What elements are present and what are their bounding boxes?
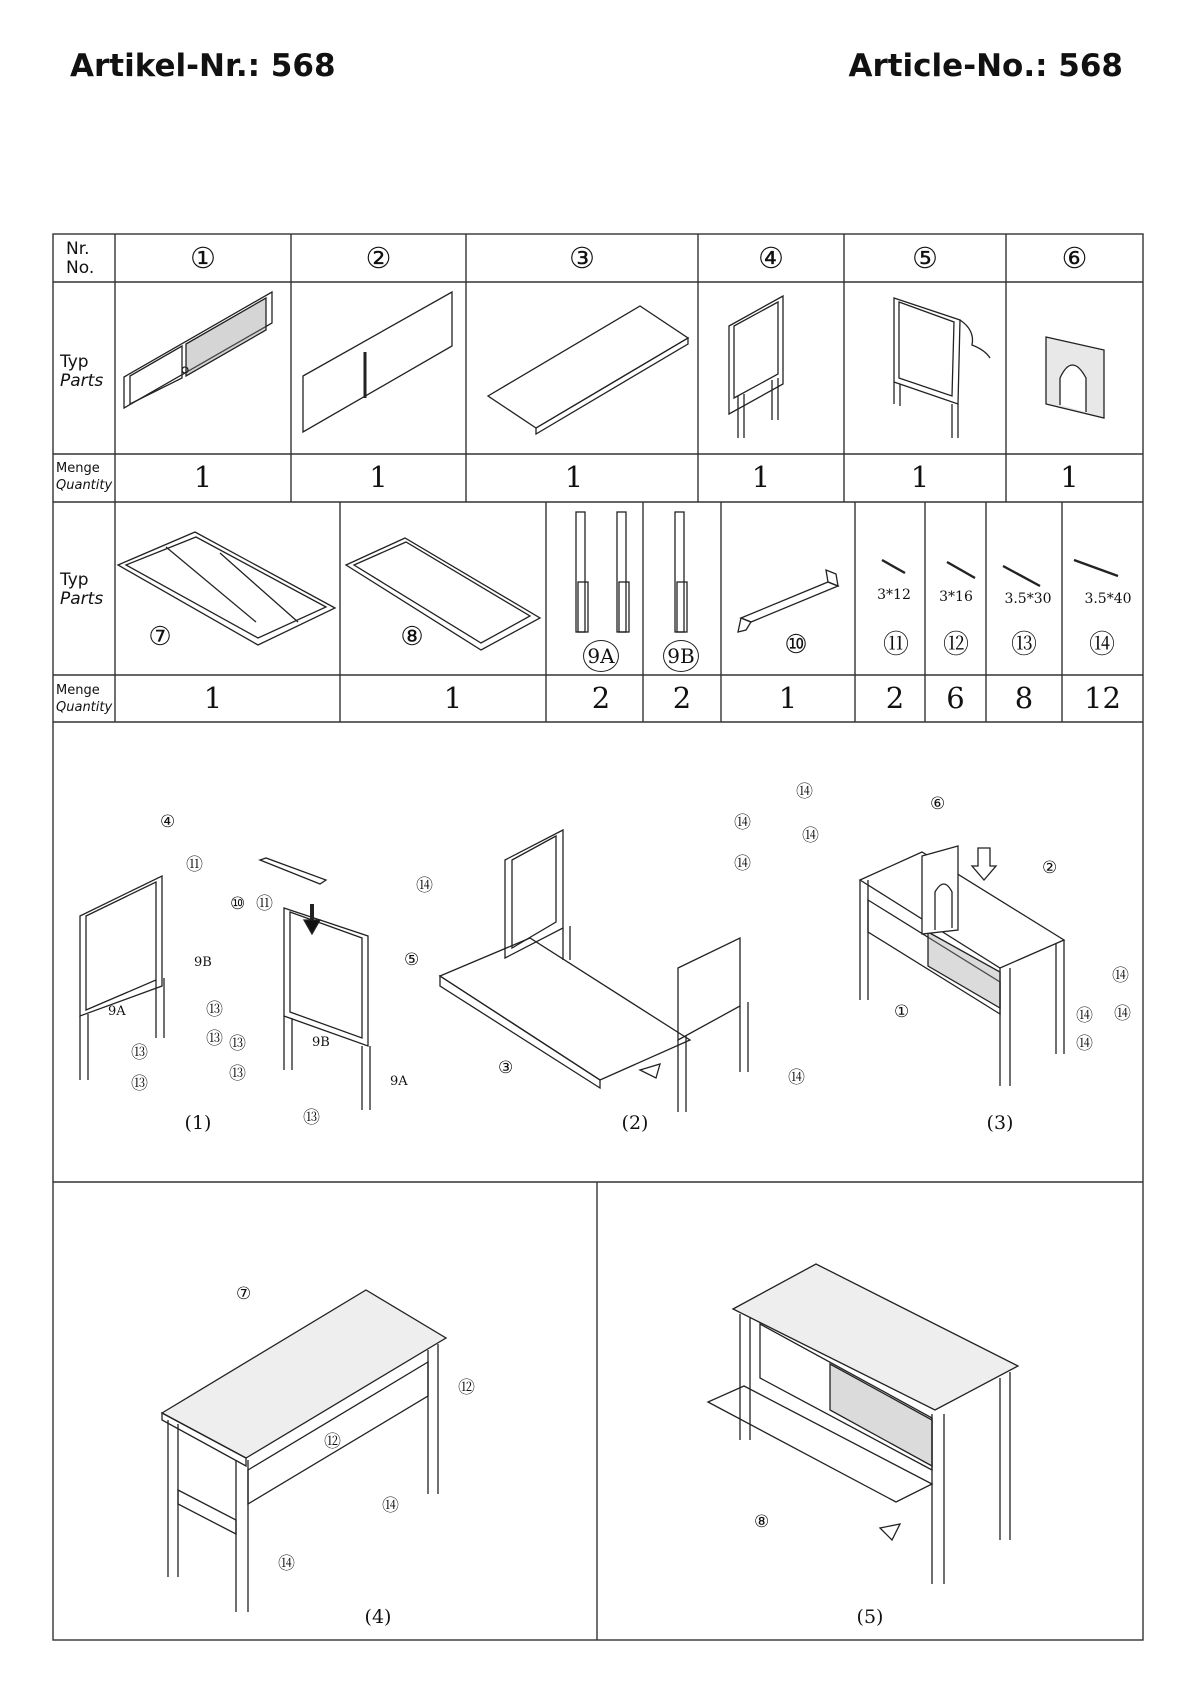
callout: ⑦ [236, 1284, 252, 1304]
part-3-floor-board-drawing [488, 306, 688, 434]
callout: ⑤ [404, 950, 420, 970]
part-number: 9A [583, 640, 619, 672]
callout: ⑭ [796, 782, 813, 802]
step-3-drawing [860, 846, 1064, 1086]
part-quantity: 2 [672, 681, 692, 715]
article-number-de: Artikel-Nr.: 568 [70, 48, 336, 84]
label-typ-2: Typ [60, 570, 89, 590]
callout: 9B [194, 955, 212, 970]
callout: ⑭ [382, 1496, 399, 1516]
part-number: ⑦ [148, 622, 172, 652]
callout: ⑭ [1112, 966, 1129, 986]
part-number: ⑤ [912, 241, 938, 275]
callout: ⑬ [131, 1043, 148, 1063]
callout: ⑩ [230, 894, 246, 914]
callout: ② [1042, 858, 1058, 878]
part-quantity: 12 [1084, 681, 1121, 715]
callout: ⑬ [229, 1064, 246, 1084]
part-quantity: 1 [751, 460, 771, 494]
part-8-ramp-drawing [346, 538, 540, 650]
part-quantity: 1 [1060, 460, 1079, 494]
screw-dimension: 3*16 [939, 589, 973, 605]
part-number: ② [365, 241, 392, 275]
part-number: ⑬ [1010, 630, 1037, 660]
part-number: ⑧ [400, 622, 424, 652]
label-quantity-2: Quantity [56, 700, 113, 715]
callout: ⑫ [458, 1378, 475, 1398]
callout: ③ [498, 1058, 514, 1078]
callout: ⑭ [416, 876, 433, 896]
part-number: 9B [663, 640, 699, 672]
label-no: No. [66, 258, 95, 278]
part-quantity: 1 [778, 681, 798, 715]
part-5-side-frame-drawing [894, 298, 990, 438]
callout: ⑭ [1114, 1004, 1131, 1024]
callout: ⑪ [186, 855, 203, 875]
label-typ-1: Typ [60, 352, 89, 372]
part-2-back-panel-drawing [303, 292, 452, 432]
callout: ⑭ [734, 854, 751, 874]
callout: 9B [312, 1035, 330, 1050]
part-quantity: 1 [910, 460, 930, 494]
callout: ⑧ [754, 1512, 770, 1532]
callout: ⑭ [278, 1554, 295, 1574]
part-1-front-panel-drawing [124, 292, 272, 408]
part-4-side-frame-drawing [729, 296, 783, 438]
part-9b-leg-drawing [675, 512, 687, 632]
callout: ⑪ [256, 894, 273, 914]
screws-drawing [882, 560, 1118, 586]
callout: ⑭ [734, 813, 751, 833]
screw-dimension: 3.5*30 [1004, 591, 1052, 607]
part-quantity: 8 [1014, 681, 1034, 715]
part-9a-legs-drawing [576, 512, 629, 632]
part-6-divider-drawing [1046, 337, 1104, 418]
callout: ⑥ [930, 794, 946, 814]
callout: ⑫ [324, 1432, 341, 1452]
callout: ⑭ [788, 1068, 805, 1088]
part-quantity: 2 [885, 681, 905, 715]
label-menge-1: Menge [56, 461, 100, 476]
callout: 9A [390, 1074, 408, 1089]
callout: ⑬ [206, 1000, 223, 1020]
part-number: ⑩ [784, 630, 808, 660]
label-parts-1: Parts [60, 371, 104, 391]
callout: ⑭ [802, 826, 819, 846]
part-number: ① [190, 241, 216, 275]
part-number: ⑫ [942, 630, 969, 660]
part-quantity: 1 [369, 460, 388, 494]
callout: ⑬ [131, 1074, 148, 1094]
callout: ④ [160, 812, 176, 832]
part-number: ⑥ [1061, 241, 1088, 275]
callout: ⑭ [1076, 1034, 1093, 1054]
step-label: (5) [856, 1606, 884, 1628]
part-quantity: 2 [591, 681, 611, 715]
step-label: (2) [621, 1112, 649, 1134]
article-number-en: Article-No.: 568 [848, 48, 1123, 84]
step-label: (3) [986, 1112, 1014, 1134]
screw-dimension: 3*12 [877, 587, 911, 603]
part-quantity: 1 [443, 681, 463, 715]
callout: ⑬ [206, 1029, 223, 1049]
part-number: ⑪ [882, 630, 909, 660]
part-10-bracket-drawing [738, 570, 838, 632]
step-1-drawing [80, 855, 370, 1110]
step-label: (4) [364, 1606, 392, 1628]
part-quantity: 1 [564, 460, 584, 494]
step-5-drawing [708, 1264, 1018, 1584]
label-menge-2: Menge [56, 683, 100, 698]
label-parts-2: Parts [60, 589, 104, 609]
callout: 9A [108, 1004, 126, 1019]
step-label: (1) [184, 1112, 212, 1134]
label-nr: Nr. [66, 239, 90, 259]
part-number: ④ [758, 241, 784, 275]
callout: ① [894, 1002, 910, 1022]
screw-dimension: 3.5*40 [1084, 591, 1132, 607]
step-2-drawing [440, 830, 748, 1112]
callout: ⑬ [229, 1034, 246, 1054]
part-quantity: 6 [946, 681, 965, 715]
callout: ⑭ [1076, 1006, 1093, 1026]
part-quantity: 1 [203, 681, 223, 715]
step-4-drawing [162, 1290, 446, 1612]
callout: ⑬ [303, 1108, 320, 1128]
part-number: ③ [569, 241, 595, 275]
label-quantity-1: Quantity [56, 478, 113, 493]
part-quantity: 1 [193, 460, 213, 494]
part-number: ⑭ [1088, 630, 1115, 660]
